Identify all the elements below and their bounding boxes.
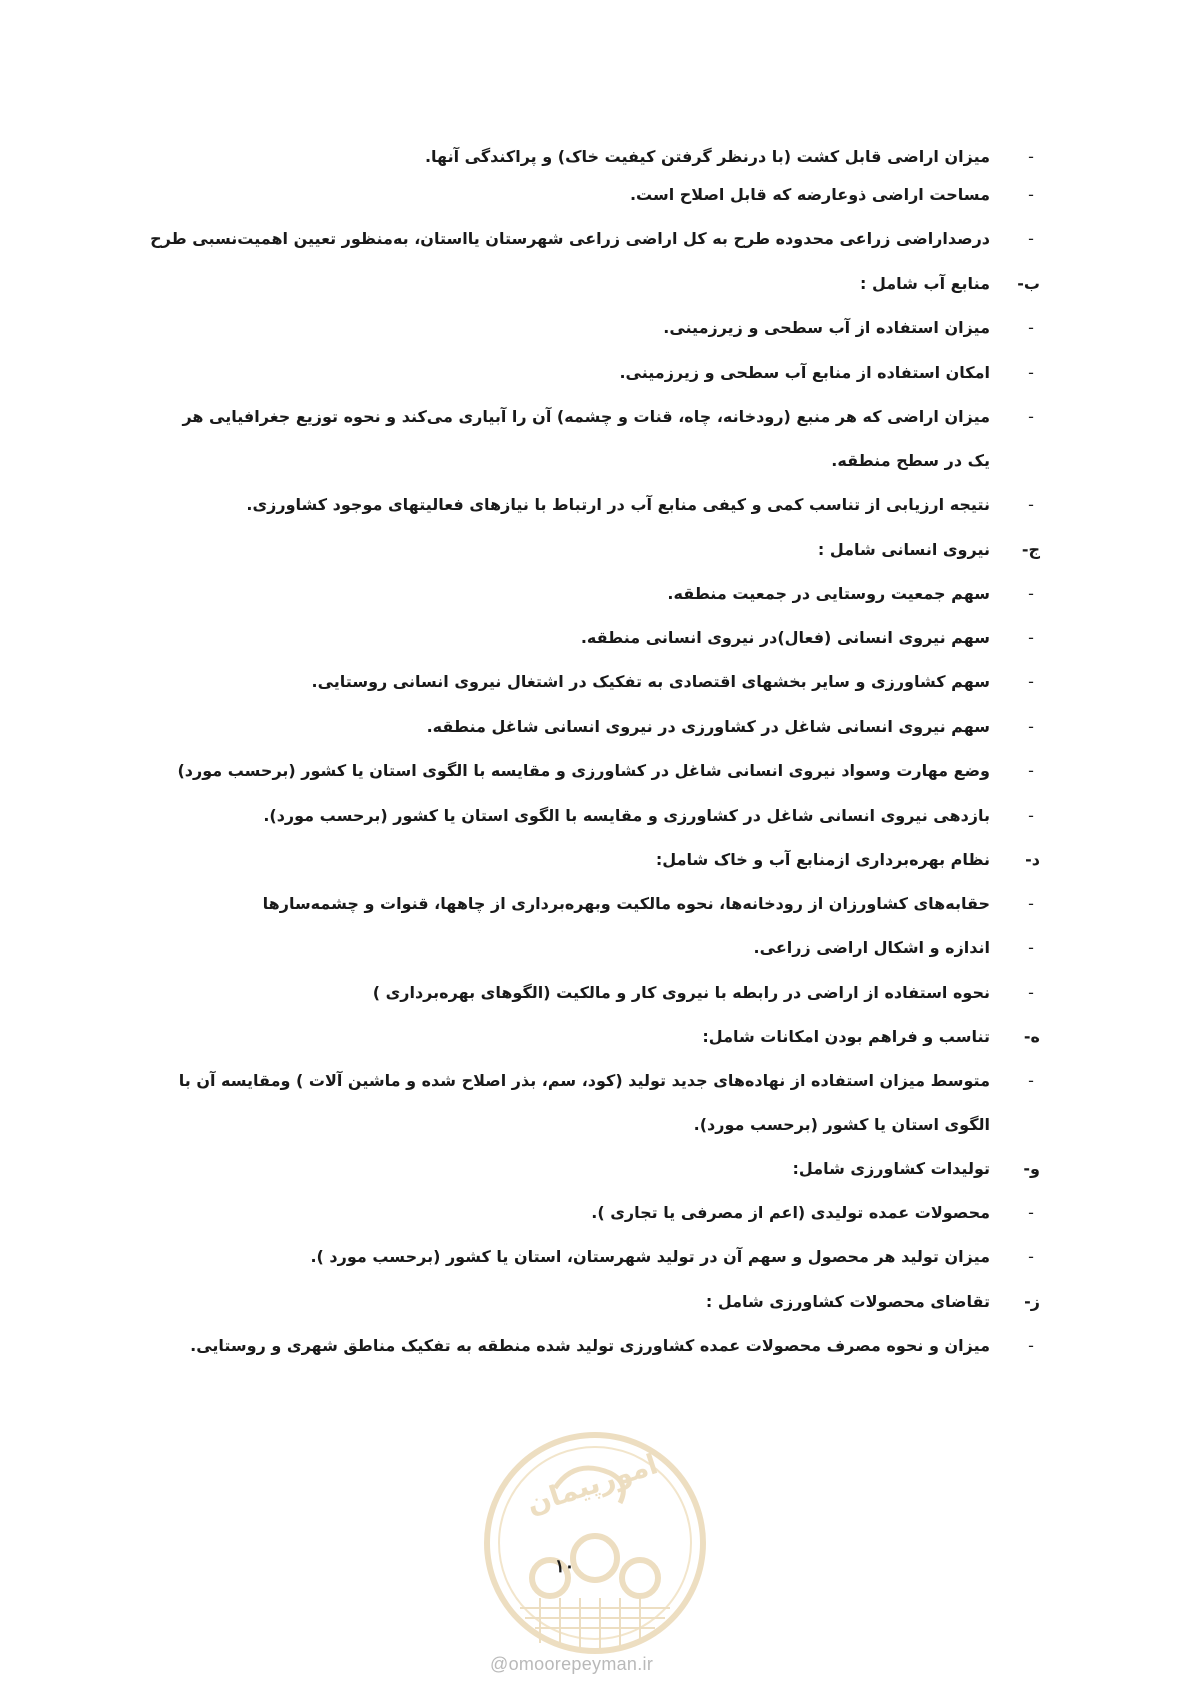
bullet-text: متوسط میزان استفاده از نهاده‌های جدید تولید (کود، سم، بذر اصلاح شده و ماشین آلات ) ومقایسه آن با	[178, 1071, 990, 1090]
bullet-dash: -	[1028, 1247, 1034, 1266]
bullet-dash: -	[1028, 806, 1034, 825]
bullet-text: اندازه و اشکال اراضی زراعی.	[753, 938, 990, 957]
section-marker: ز-	[1024, 1292, 1040, 1311]
bullet-dash: -	[1028, 983, 1034, 1002]
bullet-text: سهم جمعیت روستایی در جمعیت منطقه.	[667, 584, 990, 603]
at-icon: @	[490, 1654, 509, 1674]
bullet-text: حقابه‌های کشاورزان از رودخانه‌ها، نحوه مالکیت وبهره‌برداری از چاهها، قنوات و چشمه‌سارها	[262, 894, 990, 913]
watermark-url	[490, 1654, 653, 1675]
bullet-text: محصولات عمده تولیدی (اعم از مصرفی یا تجاری ).	[591, 1203, 990, 1222]
bullet-dash: -	[1028, 229, 1034, 248]
section-marker: د-	[1025, 850, 1040, 869]
bullet-text: نحوه استفاده از اراضی در رابطه با نیروی کار و مالکیت (الگوهای بهره‌برداری )	[372, 983, 990, 1002]
bullet-text: سهم کشاورزی و سایر بخشهای اقتصادی به تفکیک در اشتغال نیروی انسانی روستایی.	[311, 672, 990, 691]
bullet-text: میزان اراضی که هر منبع (رودخانه، چاه، قنات و چشمه) آن را آبیاری می‌کند و نحوه توزیع جغرافیایی هر	[182, 407, 990, 426]
bullet-text: سهم نیروی انسانی (فعال)در نیروی انسانی منطقه.	[580, 628, 990, 647]
section-heading: نیروی انسانی شامل :	[817, 540, 990, 559]
bullet-text: بازدهی نیروی انسانی شاغل در کشاورزی و مقایسه با الگوی استان یا کشور (برحسب مورد).	[263, 806, 990, 825]
bullet-text: الگوی استان یا کشور (برحسب مورد).	[693, 1115, 990, 1134]
bullet-dash: -	[1028, 1336, 1034, 1355]
page-number: ۱۰	[555, 1556, 575, 1577]
watermark-logo-lettering: امورپیمان	[522, 1447, 662, 1521]
bullet-dash: -	[1028, 407, 1034, 426]
omoorepeyman-logo-watermark	[480, 1418, 710, 1668]
bullet-text: میزان تولید هر محصول و سهم آن در تولید شهرستان، استان یا کشور (برحسب مورد ).	[310, 1247, 990, 1266]
bullet-text: میزان استفاده از آب سطحی و زیرزمینی.	[663, 318, 990, 337]
bullet-text: سهم نیروی انسانی شاغل در کشاورزی در نیروی انسانی شاغل منطقه.	[426, 717, 990, 736]
section-marker: ب-	[1017, 274, 1040, 293]
bullet-dash: -	[1028, 717, 1034, 736]
section-heading: تناسب و فراهم بودن امکانات شامل:	[702, 1027, 990, 1046]
bullet-dash: -	[1028, 1071, 1034, 1090]
bullet-dash: -	[1028, 761, 1034, 780]
bullet-text: نتیجه ارزیابی از تناسب کمی و کیفی منابع آب در ارتباط با نیازهای فعالیتهای موجود کشاورزی.	[246, 495, 990, 514]
bullet-text: وضع مهارت وسواد نیروی انسانی شاغل در کشاورزی و مقایسه با الگوی استان یا کشور (برحسب مورد)	[177, 761, 990, 780]
section-heading: تقاضای محصولات کشاورزی شامل :	[705, 1292, 990, 1311]
bullet-dash: -	[1028, 628, 1034, 647]
section-heading: تولیدات کشاورزی شامل:	[792, 1159, 990, 1178]
bullet-dash: -	[1028, 363, 1034, 382]
bullet-dash: -	[1028, 495, 1034, 514]
bullet-dash: -	[1028, 185, 1034, 204]
bullet-text: میزان و نحوه مصرف محصولات عمده کشاورزی تولید شده منطقه به تفکیک مناطق شهری و روستایی.	[190, 1336, 990, 1355]
section-heading: منابع آب شامل :	[860, 274, 990, 293]
bullet-dash: -	[1028, 584, 1034, 603]
bullet-text: امکان استفاده از منابع آب سطحی و زیرزمینی.	[619, 363, 990, 382]
bullet-text: یک در سطح منطقه.	[831, 451, 990, 470]
bullet-dash: -	[1028, 938, 1034, 957]
bullet-dash: -	[1028, 1203, 1034, 1222]
bullet-text: میزان اراضی قابل کشت (با درنظر گرفتن کیفیت خاک) و پراکندگی آنها.	[424, 147, 990, 166]
section-marker: ه-	[1023, 1027, 1040, 1046]
bullet-dash: -	[1028, 894, 1034, 913]
bullet-text: درصداراضی زراعی محدوده طرح به کل اراضی زراعی شهرستان یااستان، به‌منظور تعیین اهمیت‌نسبی طرح	[150, 229, 990, 248]
bullet-dash: -	[1028, 318, 1034, 337]
section-heading: نظام بهره‌برداری ازمنابع آب و خاک شامل:	[655, 850, 990, 869]
section-marker: و-	[1023, 1159, 1040, 1178]
bullet-dash: -	[1028, 672, 1034, 691]
bullet-dash: -	[1028, 147, 1034, 166]
watermark-url-text: omoorepeyman.ir	[508, 1654, 654, 1674]
section-marker: ج-	[1021, 540, 1040, 559]
bullet-text: مساحت اراضی ذوعارضه که قابل اصلاح است.	[629, 185, 990, 204]
